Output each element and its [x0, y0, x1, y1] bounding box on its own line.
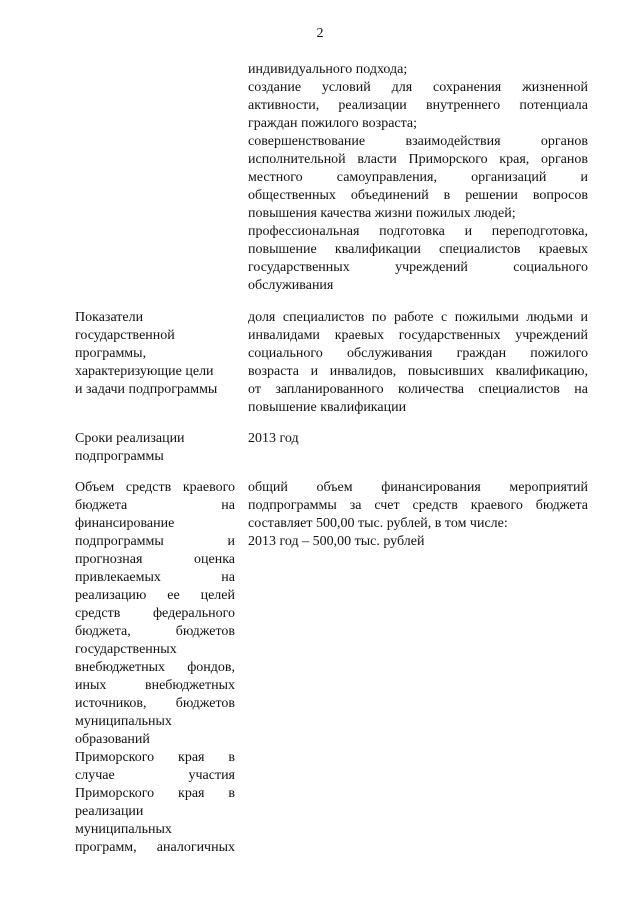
- label-line: реализацию ее целей: [75, 588, 235, 603]
- label-line: реализации: [75, 804, 144, 819]
- value-line: подпрограммы за счет средств краевого бюджета: [248, 498, 588, 513]
- label-line: источников, бюджетов: [75, 696, 235, 711]
- goals-line: обслуживания: [248, 278, 334, 293]
- value-line: 2013 год: [248, 431, 299, 446]
- label-line: привлекаемых на: [75, 570, 235, 585]
- label-line: программ, аналогичных: [75, 840, 235, 855]
- label-line: программы,: [75, 346, 147, 361]
- value-line: возраста и инвалидов, повысивших квалификацию,: [248, 364, 588, 379]
- label-line: образований: [75, 732, 150, 747]
- value-line: составляет 500,00 тыс. рублей, в том числе:: [248, 516, 508, 531]
- label-line: случае участия: [75, 768, 235, 783]
- label-line: внебюджетных фондов,: [75, 660, 235, 675]
- value-line: общий объем финансирования мероприятий: [248, 480, 588, 495]
- label-line: государственной: [75, 328, 175, 343]
- label-line: иных внебюджетных: [75, 678, 235, 693]
- goals-line: индивидуального подхода;: [248, 62, 408, 77]
- goals-line: исполнительной власти Приморского края, органов: [248, 152, 588, 167]
- label-line: муниципальных: [75, 822, 172, 837]
- label-line: муниципальных: [75, 714, 172, 729]
- goals-line: повышения качества жизни пожилых людей;: [248, 206, 516, 221]
- goals-line: активности, реализации внутреннего потенциала: [248, 98, 588, 113]
- value-line: от запланированного количества специалистов на: [248, 382, 588, 397]
- value-line: инвалидами краевых государственных учреждений: [248, 328, 588, 343]
- label-line: финансирование: [75, 516, 175, 531]
- goals-line: повышение квалификации специалистов краевых: [248, 242, 588, 257]
- label-line: Объем средств краевого: [75, 480, 235, 495]
- label-line: государственных: [75, 642, 177, 657]
- goals-line: создание условий для сохранения жизненной: [248, 80, 588, 95]
- goals-line: профессиональная подготовка и переподготовка,: [248, 224, 588, 239]
- goals-line: общественных объединений в решении вопросов: [248, 188, 588, 203]
- label-line: средств федерального: [75, 606, 235, 621]
- goals-line: местного самоуправления, организаций и: [248, 170, 588, 185]
- label-line: подпрограммы: [75, 449, 164, 464]
- page-number: 2: [316, 26, 324, 41]
- label-line: прогнозная оценка: [75, 552, 235, 567]
- label-line: характеризующие цели: [75, 364, 214, 379]
- value-line: 2013 год – 500,00 тыс. рублей: [248, 534, 425, 549]
- label-line: и задачи подпрограммы: [75, 382, 218, 397]
- value-line: повышение квалификации: [248, 400, 407, 415]
- label-line: Приморского края в: [75, 750, 235, 765]
- label-line: бюджета на: [75, 498, 235, 513]
- label-line: Сроки реализации: [75, 431, 185, 446]
- label-line: Показатели: [75, 310, 144, 325]
- value-line: доля специалистов по работе с пожилыми людьми и: [248, 310, 588, 325]
- goals-line: государственных учреждений социального: [248, 260, 588, 275]
- value-line: социального обслуживания граждан пожилого: [248, 346, 588, 361]
- label-line: бюджета, бюджетов: [75, 624, 235, 639]
- goals-line: совершенствование взаимодействия органов: [248, 134, 588, 149]
- goals-line: граждан пожилого возраста;: [248, 116, 418, 131]
- label-line: подпрограммы и: [75, 534, 235, 549]
- label-line: Приморского края в: [75, 786, 235, 801]
